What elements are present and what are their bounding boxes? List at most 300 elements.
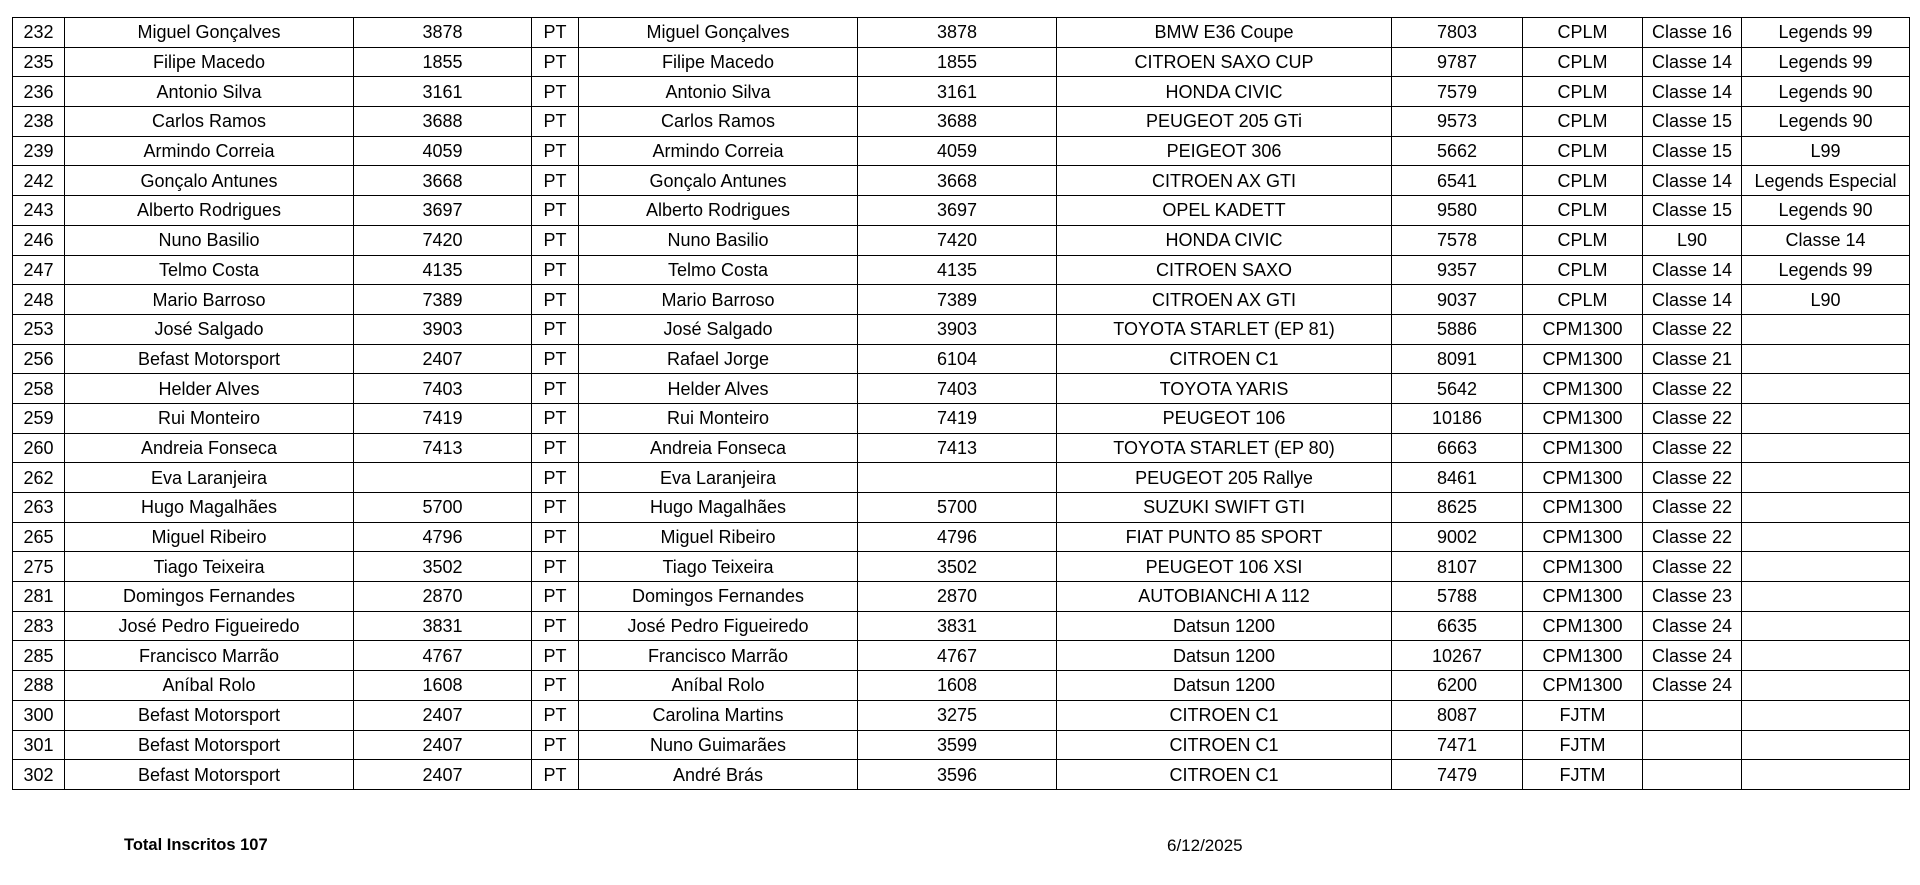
nationality-cell: PT — [532, 47, 579, 77]
table-row — [13, 671, 1910, 701]
car-model-cell: PEUGEOT 106 XSI — [1057, 552, 1392, 582]
nationality-cell: PT — [532, 136, 579, 166]
competitor-license-cell: 3831 — [354, 611, 532, 641]
competitor-cell: Mario Barroso — [65, 285, 354, 315]
championship-cell: CPLM — [1523, 47, 1643, 77]
driver-cell: Armindo Correia — [579, 136, 858, 166]
entry-number-cell: 239 — [13, 136, 65, 166]
table-row — [13, 225, 1910, 255]
nationality-cell: PT — [532, 18, 579, 48]
class-cell: Classe 14 — [1643, 285, 1742, 315]
competitor-cell: Rui Monteiro — [65, 403, 354, 433]
table-row — [13, 47, 1910, 77]
driver-license-cell: 4135 — [858, 255, 1057, 285]
competitor-cell: Helder Alves — [65, 374, 354, 404]
competitor-license-cell: 3697 — [354, 196, 532, 226]
class-cell: Classe 21 — [1643, 344, 1742, 374]
category-cell — [1742, 314, 1910, 344]
nationality-cell: PT — [532, 552, 579, 582]
entry-number-cell: 253 — [13, 314, 65, 344]
class-cell: Classe 15 — [1643, 136, 1742, 166]
car-model-cell: AUTOBIANCHI A 112 — [1057, 582, 1392, 612]
championship-cell: CPM1300 — [1523, 611, 1643, 641]
category-cell — [1742, 582, 1910, 612]
competitor-license-cell: 2870 — [354, 582, 532, 612]
driver-cell: Carolina Martins — [579, 700, 858, 730]
competitor-cell: Miguel Gonçalves — [65, 18, 354, 48]
competitor-cell: Domingos Fernandes — [65, 582, 354, 612]
class-cell: Classe 22 — [1643, 374, 1742, 404]
nationality-cell: PT — [532, 285, 579, 315]
category-cell — [1742, 403, 1910, 433]
championship-cell: CPM1300 — [1523, 522, 1643, 552]
driver-license-cell: 7413 — [858, 433, 1057, 463]
entry-number-cell: 263 — [13, 493, 65, 523]
nationality-cell: PT — [532, 493, 579, 523]
nationality-cell: PT — [532, 166, 579, 196]
driver-cell: Helder Alves — [579, 374, 858, 404]
driver-cell: José Salgado — [579, 314, 858, 344]
car-model-cell: CITROEN C1 — [1057, 700, 1392, 730]
driver-cell: Rafael Jorge — [579, 344, 858, 374]
entry-number-cell: 275 — [13, 552, 65, 582]
entry-number-cell: 300 — [13, 700, 65, 730]
registration-cell: 6200 — [1392, 671, 1523, 701]
category-cell — [1742, 522, 1910, 552]
category-cell — [1742, 611, 1910, 641]
class-cell: Classe 22 — [1643, 522, 1742, 552]
nationality-cell: PT — [532, 196, 579, 226]
category-cell — [1742, 552, 1910, 582]
car-model-cell: CITROEN AX GTI — [1057, 166, 1392, 196]
competitor-cell: Armindo Correia — [65, 136, 354, 166]
category-cell: Legends 99 — [1742, 47, 1910, 77]
table-row — [13, 136, 1910, 166]
entry-number-cell: 302 — [13, 760, 65, 790]
competitor-license-cell: 3688 — [354, 107, 532, 137]
competitor-license-cell: 7389 — [354, 285, 532, 315]
championship-cell: CPLM — [1523, 77, 1643, 107]
car-model-cell: TOYOTA STARLET (EP 81) — [1057, 314, 1392, 344]
nationality-cell: PT — [532, 344, 579, 374]
driver-cell: Miguel Gonçalves — [579, 18, 858, 48]
car-model-cell: FIAT PUNTO 85 SPORT — [1057, 522, 1392, 552]
car-model-cell: CITROEN C1 — [1057, 730, 1392, 760]
class-cell — [1643, 700, 1742, 730]
entry-number-cell: 288 — [13, 671, 65, 701]
championship-cell: FJTM — [1523, 730, 1643, 760]
table-row — [13, 522, 1910, 552]
nationality-cell: PT — [532, 760, 579, 790]
championship-cell: CPM1300 — [1523, 433, 1643, 463]
driver-license-cell: 3668 — [858, 166, 1057, 196]
category-cell — [1742, 374, 1910, 404]
competitor-license-cell: 2407 — [354, 760, 532, 790]
championship-cell: CPM1300 — [1523, 552, 1643, 582]
document-date: 6/12/2025 — [1167, 836, 1243, 855]
driver-cell: Aníbal Rolo — [579, 671, 858, 701]
table-row — [13, 552, 1910, 582]
nationality-cell: PT — [532, 671, 579, 701]
registration-cell: 9580 — [1392, 196, 1523, 226]
table-row — [13, 196, 1910, 226]
driver-cell: Mario Barroso — [579, 285, 858, 315]
registration-cell: 8087 — [1392, 700, 1523, 730]
table-row — [13, 730, 1910, 760]
table-row — [13, 344, 1910, 374]
competitor-cell: Filipe Macedo — [65, 47, 354, 77]
car-model-cell: PEUGEOT 205 GTi — [1057, 107, 1392, 137]
competitor-license-cell: 4796 — [354, 522, 532, 552]
driver-cell: Miguel Ribeiro — [579, 522, 858, 552]
nationality-cell: PT — [532, 374, 579, 404]
car-model-cell: SUZUKI SWIFT GTI — [1057, 493, 1392, 523]
car-model-cell: PEUGEOT 205 Rallye — [1057, 463, 1392, 493]
driver-license-cell: 4796 — [858, 522, 1057, 552]
registration-cell: 7803 — [1392, 18, 1523, 48]
car-model-cell: PEUGEOT 106 — [1057, 403, 1392, 433]
category-cell: Legends 99 — [1742, 255, 1910, 285]
driver-license-cell: 3275 — [858, 700, 1057, 730]
driver-cell: Rui Monteiro — [579, 403, 858, 433]
championship-cell: CPM1300 — [1523, 314, 1643, 344]
championship-cell: CPLM — [1523, 136, 1643, 166]
competitor-cell: Andreia Fonseca — [65, 433, 354, 463]
nationality-cell: PT — [532, 522, 579, 552]
entry-number-cell: 235 — [13, 47, 65, 77]
championship-cell: CPM1300 — [1523, 641, 1643, 671]
car-model-cell: CITROEN C1 — [1057, 344, 1392, 374]
category-cell — [1742, 760, 1910, 790]
competitor-cell: Gonçalo Antunes — [65, 166, 354, 196]
driver-license-cell: 1608 — [858, 671, 1057, 701]
entry-number-cell: 262 — [13, 463, 65, 493]
table-body — [13, 18, 1910, 790]
category-cell: Classe 14 — [1742, 225, 1910, 255]
nationality-cell: PT — [532, 700, 579, 730]
competitor-license-cell: 7419 — [354, 403, 532, 433]
category-cell: L99 — [1742, 136, 1910, 166]
driver-cell: Gonçalo Antunes — [579, 166, 858, 196]
registration-cell: 10186 — [1392, 403, 1523, 433]
registration-cell: 5662 — [1392, 136, 1523, 166]
registration-cell: 6635 — [1392, 611, 1523, 641]
registration-cell: 8091 — [1392, 344, 1523, 374]
car-model-cell: Datsun 1200 — [1057, 611, 1392, 641]
registration-cell: 9002 — [1392, 522, 1523, 552]
driver-license-cell: 5700 — [858, 493, 1057, 523]
category-cell — [1742, 730, 1910, 760]
category-cell — [1742, 344, 1910, 374]
category-cell — [1742, 641, 1910, 671]
driver-license-cell: 2870 — [858, 582, 1057, 612]
competitor-license-cell: 7413 — [354, 433, 532, 463]
entry-number-cell: 281 — [13, 582, 65, 612]
table-row — [13, 463, 1910, 493]
entry-number-cell: 301 — [13, 730, 65, 760]
championship-cell: CPM1300 — [1523, 403, 1643, 433]
category-cell: Legends Especial — [1742, 166, 1910, 196]
registration-cell: 5642 — [1392, 374, 1523, 404]
championship-cell: CPM1300 — [1523, 493, 1643, 523]
table-row — [13, 641, 1910, 671]
competitor-license-cell: 7420 — [354, 225, 532, 255]
championship-cell: FJTM — [1523, 760, 1643, 790]
driver-cell: Nuno Basilio — [579, 225, 858, 255]
competitor-license-cell: 4767 — [354, 641, 532, 671]
competitor-license-cell: 2407 — [354, 344, 532, 374]
competitor-cell: Nuno Basilio — [65, 225, 354, 255]
entry-number-cell: 265 — [13, 522, 65, 552]
nationality-cell: PT — [532, 77, 579, 107]
table-row — [13, 493, 1910, 523]
entry-number-cell: 248 — [13, 285, 65, 315]
registration-cell: 7578 — [1392, 225, 1523, 255]
driver-license-cell: 3831 — [858, 611, 1057, 641]
competitor-cell: Befast Motorsport — [65, 760, 354, 790]
driver-license-cell: 7389 — [858, 285, 1057, 315]
class-cell: Classe 22 — [1643, 403, 1742, 433]
class-cell: Classe 22 — [1643, 463, 1742, 493]
competitor-cell: Telmo Costa — [65, 255, 354, 285]
championship-cell: CPLM — [1523, 285, 1643, 315]
car-model-cell: TOYOTA STARLET (EP 80) — [1057, 433, 1392, 463]
class-cell: Classe 23 — [1643, 582, 1742, 612]
table-row — [13, 374, 1910, 404]
competitor-cell: José Salgado — [65, 314, 354, 344]
championship-cell: CPM1300 — [1523, 374, 1643, 404]
championship-cell: CPM1300 — [1523, 671, 1643, 701]
driver-license-cell: 3599 — [858, 730, 1057, 760]
driver-cell: Telmo Costa — [579, 255, 858, 285]
car-model-cell: CITROEN SAXO CUP — [1057, 47, 1392, 77]
table-row — [13, 77, 1910, 107]
category-cell: L90 — [1742, 285, 1910, 315]
driver-license-cell: 1855 — [858, 47, 1057, 77]
car-model-cell: Datsun 1200 — [1057, 641, 1392, 671]
registration-cell: 9357 — [1392, 255, 1523, 285]
driver-license-cell: 4767 — [858, 641, 1057, 671]
nationality-cell: PT — [532, 463, 579, 493]
nationality-cell: PT — [532, 225, 579, 255]
driver-license-cell: 3161 — [858, 77, 1057, 107]
championship-cell: CPM1300 — [1523, 344, 1643, 374]
championship-cell: CPLM — [1523, 225, 1643, 255]
category-cell — [1742, 433, 1910, 463]
competitor-license-cell: 1855 — [354, 47, 532, 77]
competitor-cell: Befast Motorsport — [65, 730, 354, 760]
registration-cell: 6663 — [1392, 433, 1523, 463]
championship-cell: CPLM — [1523, 107, 1643, 137]
registration-cell: 8461 — [1392, 463, 1523, 493]
table-row — [13, 760, 1910, 790]
registration-cell: 9037 — [1392, 285, 1523, 315]
driver-cell: José Pedro Figueiredo — [579, 611, 858, 641]
competitor-cell: Alberto Rodrigues — [65, 196, 354, 226]
driver-license-cell: 7420 — [858, 225, 1057, 255]
driver-cell: Hugo Magalhães — [579, 493, 858, 523]
competitor-license-cell: 1608 — [354, 671, 532, 701]
car-model-cell: CITROEN C1 — [1057, 760, 1392, 790]
class-cell: L90 — [1643, 225, 1742, 255]
class-cell: Classe 14 — [1643, 255, 1742, 285]
entry-number-cell: 246 — [13, 225, 65, 255]
table-row — [13, 255, 1910, 285]
registration-cell: 6541 — [1392, 166, 1523, 196]
championship-cell: CPM1300 — [1523, 582, 1643, 612]
driver-license-cell: 4059 — [858, 136, 1057, 166]
competitor-license-cell — [354, 463, 532, 493]
class-cell: Classe 15 — [1643, 107, 1742, 137]
category-cell: Legends 90 — [1742, 107, 1910, 137]
driver-license-cell: 3697 — [858, 196, 1057, 226]
registration-cell: 9573 — [1392, 107, 1523, 137]
car-model-cell: OPEL KADETT — [1057, 196, 1392, 226]
driver-license-cell: 3878 — [858, 18, 1057, 48]
competitor-license-cell: 3668 — [354, 166, 532, 196]
driver-cell: Domingos Fernandes — [579, 582, 858, 612]
competitor-license-cell: 7403 — [354, 374, 532, 404]
category-cell — [1742, 463, 1910, 493]
class-cell — [1643, 760, 1742, 790]
driver-cell: Alberto Rodrigues — [579, 196, 858, 226]
class-cell: Classe 22 — [1643, 314, 1742, 344]
table-row — [13, 582, 1910, 612]
entry-number-cell: 260 — [13, 433, 65, 463]
entry-number-cell: 236 — [13, 77, 65, 107]
competitor-cell: José Pedro Figueiredo — [65, 611, 354, 641]
driver-license-cell: 7419 — [858, 403, 1057, 433]
class-cell: Classe 24 — [1643, 611, 1742, 641]
car-model-cell: HONDA CIVIC — [1057, 225, 1392, 255]
category-cell: Legends 90 — [1742, 196, 1910, 226]
competitor-license-cell: 4059 — [354, 136, 532, 166]
driver-license-cell: 7403 — [858, 374, 1057, 404]
car-model-cell: PEIGEOT 306 — [1057, 136, 1392, 166]
driver-license-cell: 3502 — [858, 552, 1057, 582]
competitor-cell: Hugo Magalhães — [65, 493, 354, 523]
class-cell: Classe 16 — [1643, 18, 1742, 48]
entry-number-cell: 285 — [13, 641, 65, 671]
registration-cell: 7579 — [1392, 77, 1523, 107]
category-cell — [1742, 671, 1910, 701]
competitor-cell: Carlos Ramos — [65, 107, 354, 137]
table-row — [13, 285, 1910, 315]
entry-number-cell: 232 — [13, 18, 65, 48]
driver-license-cell: 3688 — [858, 107, 1057, 137]
competitor-cell: Francisco Marrão — [65, 641, 354, 671]
category-cell — [1742, 700, 1910, 730]
competitor-license-cell: 3903 — [354, 314, 532, 344]
driver-cell: Antonio Silva — [579, 77, 858, 107]
competitor-cell: Tiago Teixeira — [65, 552, 354, 582]
championship-cell: CPLM — [1523, 196, 1643, 226]
registration-cell: 7479 — [1392, 760, 1523, 790]
entry-number-cell: 258 — [13, 374, 65, 404]
registration-cell: 10267 — [1392, 641, 1523, 671]
class-cell: Classe 22 — [1643, 552, 1742, 582]
car-model-cell: Datsun 1200 — [1057, 671, 1392, 701]
nationality-cell: PT — [532, 107, 579, 137]
class-cell: Classe 24 — [1643, 671, 1742, 701]
registration-cell: 5788 — [1392, 582, 1523, 612]
class-cell: Classe 14 — [1643, 166, 1742, 196]
car-model-cell: HONDA CIVIC — [1057, 77, 1392, 107]
table-row — [13, 18, 1910, 48]
car-model-cell: BMW E36 Coupe — [1057, 18, 1392, 48]
competitor-cell: Befast Motorsport — [65, 344, 354, 374]
driver-license-cell: 3596 — [858, 760, 1057, 790]
class-cell: Classe 24 — [1643, 641, 1742, 671]
competitor-license-cell: 3161 — [354, 77, 532, 107]
championship-cell: CPM1300 — [1523, 463, 1643, 493]
driver-cell: Filipe Macedo — [579, 47, 858, 77]
class-cell: Classe 22 — [1643, 433, 1742, 463]
driver-cell: Eva Laranjeira — [579, 463, 858, 493]
entry-number-cell: 238 — [13, 107, 65, 137]
class-cell: Classe 14 — [1643, 77, 1742, 107]
category-cell: Legends 90 — [1742, 77, 1910, 107]
table-row — [13, 166, 1910, 196]
registration-cell: 5886 — [1392, 314, 1523, 344]
category-cell: Legends 99 — [1742, 18, 1910, 48]
nationality-cell: PT — [532, 314, 579, 344]
driver-cell: Tiago Teixeira — [579, 552, 858, 582]
championship-cell: CPLM — [1523, 18, 1643, 48]
competitor-license-cell: 2407 — [354, 700, 532, 730]
entry-number-cell: 259 — [13, 403, 65, 433]
championship-cell: CPLM — [1523, 166, 1643, 196]
competitor-cell: Befast Motorsport — [65, 700, 354, 730]
table-row — [13, 107, 1910, 137]
nationality-cell: PT — [532, 255, 579, 285]
competitor-cell: Aníbal Rolo — [65, 671, 354, 701]
driver-cell: Andreia Fonseca — [579, 433, 858, 463]
driver-license-cell: 3903 — [858, 314, 1057, 344]
category-cell — [1742, 493, 1910, 523]
class-cell: Classe 22 — [1643, 493, 1742, 523]
competitor-license-cell: 3878 — [354, 18, 532, 48]
championship-cell: CPLM — [1523, 255, 1643, 285]
entry-number-cell: 256 — [13, 344, 65, 374]
registration-cell: 7471 — [1392, 730, 1523, 760]
table-row — [13, 611, 1910, 641]
nationality-cell: PT — [532, 611, 579, 641]
class-cell: Classe 15 — [1643, 196, 1742, 226]
competitor-license-cell: 4135 — [354, 255, 532, 285]
competitor-license-cell: 2407 — [354, 730, 532, 760]
entry-number-cell: 242 — [13, 166, 65, 196]
car-model-cell: CITROEN SAXO — [1057, 255, 1392, 285]
table-row — [13, 700, 1910, 730]
total-entries-label: Total Inscritos 107 — [124, 836, 268, 854]
car-model-cell: CITROEN AX GTI — [1057, 285, 1392, 315]
table-row — [13, 433, 1910, 463]
competitor-cell: Miguel Ribeiro — [65, 522, 354, 552]
class-cell — [1643, 730, 1742, 760]
registration-cell: 8107 — [1392, 552, 1523, 582]
class-cell: Classe 14 — [1643, 47, 1742, 77]
nationality-cell: PT — [532, 403, 579, 433]
car-model-cell: TOYOTA YARIS — [1057, 374, 1392, 404]
driver-license-cell: 6104 — [858, 344, 1057, 374]
competitor-cell: Antonio Silva — [65, 77, 354, 107]
nationality-cell: PT — [532, 582, 579, 612]
competitor-license-cell: 5700 — [354, 493, 532, 523]
championship-cell: FJTM — [1523, 700, 1643, 730]
table-row — [13, 314, 1910, 344]
competitor-cell: Eva Laranjeira — [65, 463, 354, 493]
